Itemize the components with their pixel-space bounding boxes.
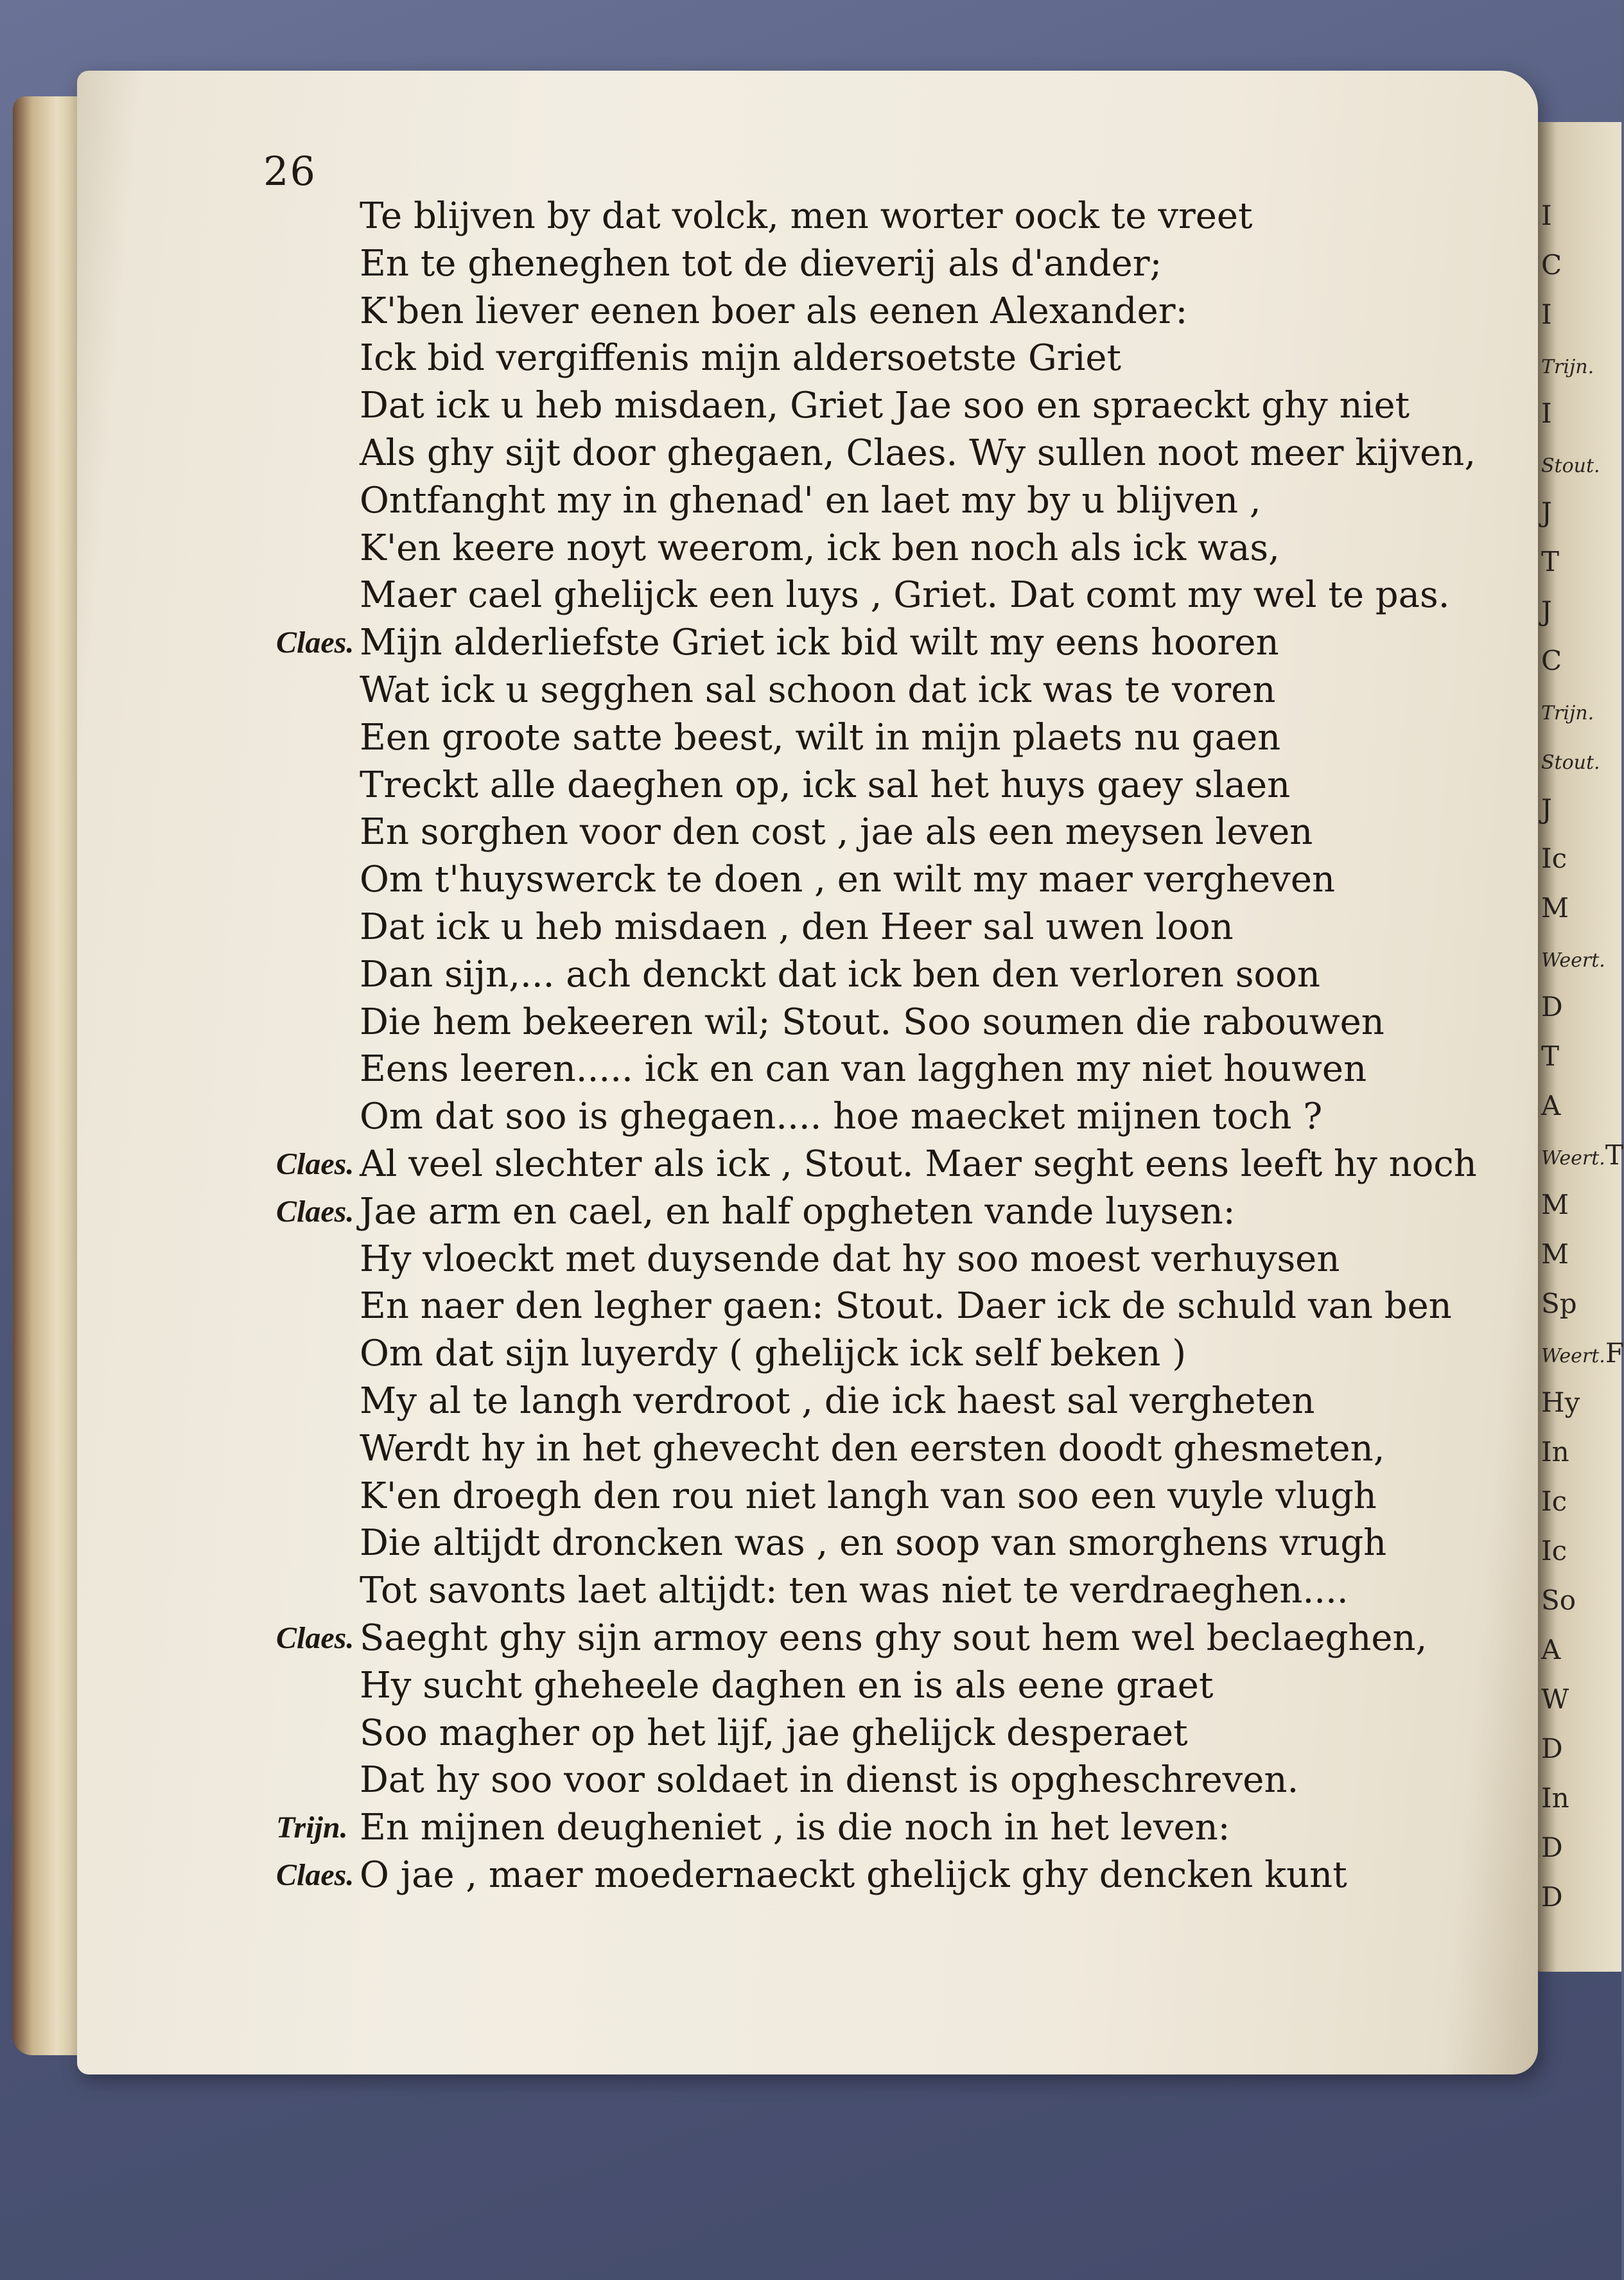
line-text: Om dat sijn luyerdy ( ghelijck ick self beken ) xyxy=(360,1333,1187,1375)
line-text: Jae arm en cael, en half opgheten vande luysen: xyxy=(360,1190,1235,1232)
facing-text-fragment: M xyxy=(1541,1189,1569,1220)
verse-line xyxy=(270,525,1522,572)
line-text: En te gheneghen tot de dieverij als d'ander; xyxy=(360,242,1162,285)
facing-line xyxy=(1541,242,1621,292)
line-text: Soo magher op het lijf, jae ghelijck desperaet xyxy=(360,1712,1188,1754)
facing-line xyxy=(1541,341,1621,390)
facing-line xyxy=(1541,1577,1621,1627)
facing-line xyxy=(1541,588,1621,638)
facing-line xyxy=(1541,836,1621,885)
facing-line xyxy=(1541,1528,1621,1577)
facing-text-fragment: A xyxy=(1541,1090,1561,1121)
facing-line xyxy=(1541,1083,1621,1132)
facing-text-fragment: I xyxy=(1541,398,1552,429)
line-text: My al te langh verdroot , die ick haest sal vergheten xyxy=(360,1380,1315,1422)
line-text: O jae , maer moedernaeckt ghelijck ghy dencken kunt xyxy=(360,1854,1347,1896)
facing-line xyxy=(1541,1132,1623,1182)
facing-line xyxy=(1541,390,1621,440)
line-text: Om dat soo is ghegaen.... hoe maecket mijnen toch ? xyxy=(360,1096,1323,1138)
facing-text-fragment: J xyxy=(1541,496,1552,528)
line-text: Ick bid vergiffenis mijn aldersoetste Griet xyxy=(360,337,1122,380)
verse-line xyxy=(270,430,1522,477)
verse-line xyxy=(270,1236,1522,1283)
verse-line xyxy=(270,762,1522,809)
line-text: En sorghen voor den cost , jae als een meysen leven xyxy=(360,811,1313,854)
line-text: Wat ick u segghen sal schoon dat ick was te voren xyxy=(360,669,1276,711)
facing-speaker: Stout. xyxy=(1541,751,1600,774)
verse-line xyxy=(270,1662,1522,1710)
facing-line xyxy=(1541,934,1621,984)
verse-line xyxy=(270,193,1522,240)
facing-text-fragment: J xyxy=(1541,793,1552,825)
facing-text-fragment: So xyxy=(1541,1584,1576,1616)
verse-line xyxy=(270,904,1522,951)
line-text: K'ben liever eenen boer als eenen Alexander: xyxy=(360,290,1188,332)
line-text: Al veel slechter als ick , Stout. Maer seght eens leeft hy noch xyxy=(360,1143,1477,1185)
facing-text-fragment: C xyxy=(1541,645,1562,676)
verse-block xyxy=(270,193,1522,1899)
line-text: Als ghy sijt door ghegaen, Claes. Wy sullen noot meer kijven, xyxy=(360,432,1476,474)
line-text: Treckt alle daeghen op, ick sal het huys gaey slaen xyxy=(360,764,1291,806)
facing-text-fragment: D xyxy=(1541,1733,1563,1764)
line-text: Werdt hy in het ghevecht den eersten doodt ghesmeten, xyxy=(360,1427,1385,1469)
facing-text-fragment: I xyxy=(1541,299,1552,330)
facing-text-fragment: Ic xyxy=(1541,1535,1567,1566)
line-text: Maer cael ghelijck een luys , Griet. Dat comt my wel te pas. xyxy=(360,574,1450,617)
line-text: K'en droegh den rou niet langh van soo een vuyle vlugh xyxy=(360,1475,1377,1517)
verse-line xyxy=(270,1852,1522,1899)
facing-text-fragment: In xyxy=(1541,1436,1569,1468)
facing-text-fragment: A xyxy=(1541,1634,1561,1665)
verse-line xyxy=(270,1046,1522,1093)
facing-speaker: Trijn. xyxy=(1541,702,1594,724)
line-text: Dat ick u heb misdaen , den Heer sal uwen loon xyxy=(360,906,1234,948)
facing-line xyxy=(1541,1478,1621,1528)
verse-line xyxy=(270,1473,1522,1520)
facing-text-fragment: D xyxy=(1541,991,1563,1022)
facing-line xyxy=(1541,737,1621,786)
facing-text-fragment: T xyxy=(1541,546,1560,577)
facing-text-fragment: C xyxy=(1541,249,1562,281)
speaker-label: Claes. xyxy=(276,1194,354,1229)
line-text: Een groote satte beest, wilt in mijn plaets nu gaen xyxy=(360,716,1281,759)
line-text: Eens leeren..... ick en can van lagghen my niet houwen xyxy=(360,1048,1367,1091)
verse-line xyxy=(270,240,1522,288)
verse-line xyxy=(270,1141,1522,1188)
facing-speaker: Weert. xyxy=(1541,1147,1605,1170)
facing-line xyxy=(1541,1775,1621,1825)
line-text: Die altijdt droncken was , en soop van smorghens vrugh xyxy=(360,1522,1387,1565)
facing-text-fragment: T xyxy=(1541,1040,1560,1072)
line-text: Hy vloeckt met duysende dat hy soo moest verhuysen xyxy=(360,1238,1340,1280)
facing-line xyxy=(1541,1429,1621,1478)
facing-line xyxy=(1541,1330,1624,1380)
line-text: Saeght ghy sijn armoy eens ghy sout hem wel beclaeghen, xyxy=(360,1617,1428,1659)
line-text: K'en keere noyt weerom, ick ben noch als ick was, xyxy=(360,527,1280,569)
line-text: Te blijven by dat volck, men worter oock te vreet xyxy=(360,195,1253,237)
verse-line xyxy=(270,1188,1522,1236)
facing-text-fragment: D xyxy=(1541,1832,1563,1863)
verse-line xyxy=(270,1804,1522,1852)
verse-line xyxy=(270,809,1522,856)
facing-line xyxy=(1541,687,1621,737)
speaker-label: Claes. xyxy=(276,1857,354,1892)
facing-line xyxy=(1541,1231,1621,1281)
facing-line xyxy=(1541,1825,1621,1874)
verse-line xyxy=(270,1378,1522,1425)
facing-line xyxy=(1541,292,1621,341)
line-text: Dat hy soo voor soldaet in dienst is opgheschreven. xyxy=(360,1759,1299,1802)
verse-line xyxy=(270,1520,1522,1567)
line-text: Om t'huyswerck te doen , en wilt my maer vergheven xyxy=(360,859,1336,901)
facing-line xyxy=(1541,1182,1621,1231)
facing-text-fragment: T xyxy=(1605,1139,1623,1171)
verse-line xyxy=(270,1330,1522,1378)
verse-line xyxy=(270,856,1522,904)
facing-line xyxy=(1541,1676,1621,1726)
facing-line xyxy=(1541,1281,1621,1330)
facing-speaker: Trijn. xyxy=(1541,356,1594,378)
facing-speaker: Weert. xyxy=(1541,1345,1605,1367)
verse-line xyxy=(270,999,1522,1046)
speaker-label: Claes. xyxy=(276,1146,354,1181)
verse-line xyxy=(270,335,1522,382)
facing-text-fragment: Ic xyxy=(1541,1486,1567,1517)
line-text: Dat ick u heb misdaen, Griet Jae soo en spraeckt ghy niet xyxy=(360,385,1410,427)
verse-line xyxy=(270,714,1522,762)
verse-line xyxy=(270,1710,1522,1757)
verse-line xyxy=(270,1093,1522,1141)
facing-line xyxy=(1541,638,1621,687)
facing-line xyxy=(1541,193,1621,242)
line-text: Hy sucht gheheele daghen en is als eene graet xyxy=(360,1664,1214,1706)
facing-line xyxy=(1541,1627,1621,1676)
facing-line xyxy=(1541,539,1621,588)
facing-line xyxy=(1541,1726,1621,1775)
facing-text-fragment: Hy xyxy=(1541,1387,1580,1418)
facing-text-fragment: Ic xyxy=(1541,843,1567,874)
verse-line xyxy=(270,1567,1522,1615)
line-text: Die hem bekeeren wil; Stout. Soo soumen die rabouwen xyxy=(360,1001,1384,1043)
verse-line xyxy=(270,572,1522,619)
facing-line xyxy=(1541,786,1621,836)
verse-line xyxy=(270,1615,1522,1662)
speaker-label: Claes. xyxy=(276,626,354,660)
facing-text-fragment: F xyxy=(1605,1337,1624,1369)
facing-text-fragment: M xyxy=(1541,1238,1569,1270)
verse-line xyxy=(270,477,1522,525)
verse-line xyxy=(270,951,1522,999)
line-text: Tot savonts laet altijdt: ten was niet te verdraeghen.... xyxy=(360,1570,1349,1612)
line-text: Dan sijn,... ach denckt dat ick ben den verloren soon xyxy=(360,953,1320,995)
facing-speaker: Stout. xyxy=(1541,455,1600,477)
line-text: En mijnen deugheniet , is die noch in het leven: xyxy=(360,1807,1230,1849)
line-text: En naer den legher gaen: Stout. Daer ick de schuld van ben xyxy=(360,1285,1452,1328)
facing-text-fragment: D xyxy=(1541,1881,1563,1913)
facing-text-fragment: In xyxy=(1541,1782,1569,1814)
facing-line xyxy=(1541,984,1621,1033)
facing-line xyxy=(1541,1033,1621,1083)
speaker-label: Claes. xyxy=(276,1620,354,1655)
facing-text-fragment: Sp xyxy=(1541,1288,1577,1319)
speaker-label: Trijn. xyxy=(276,1811,348,1845)
facing-line xyxy=(1541,489,1621,539)
line-text: Ontfanght my in ghenad' en laet my by u blijven , xyxy=(360,479,1261,522)
facing-text-fragment: I xyxy=(1541,200,1552,231)
line-text: Mijn alderliefste Griet ick bid wilt my eens hooren xyxy=(360,622,1279,664)
page-number: 26 xyxy=(263,148,317,195)
verse-line xyxy=(270,619,1522,667)
verse-line xyxy=(270,382,1522,430)
verse-line xyxy=(270,1425,1522,1473)
facing-speaker: Weert. xyxy=(1541,949,1605,972)
facing-line xyxy=(1541,440,1621,489)
facing-text-fragment: J xyxy=(1541,595,1552,627)
verse-line xyxy=(270,1757,1522,1804)
verse-line xyxy=(270,288,1522,335)
facing-text-fragment: M xyxy=(1541,892,1569,924)
facing-line xyxy=(1541,1380,1621,1429)
facing-page-text xyxy=(1541,193,1624,1913)
facing-text-fragment: W xyxy=(1541,1683,1569,1715)
facing-line xyxy=(1541,885,1621,934)
verse-line xyxy=(270,667,1522,714)
facing-line xyxy=(1541,1874,1621,1924)
verse-line xyxy=(270,1283,1522,1330)
